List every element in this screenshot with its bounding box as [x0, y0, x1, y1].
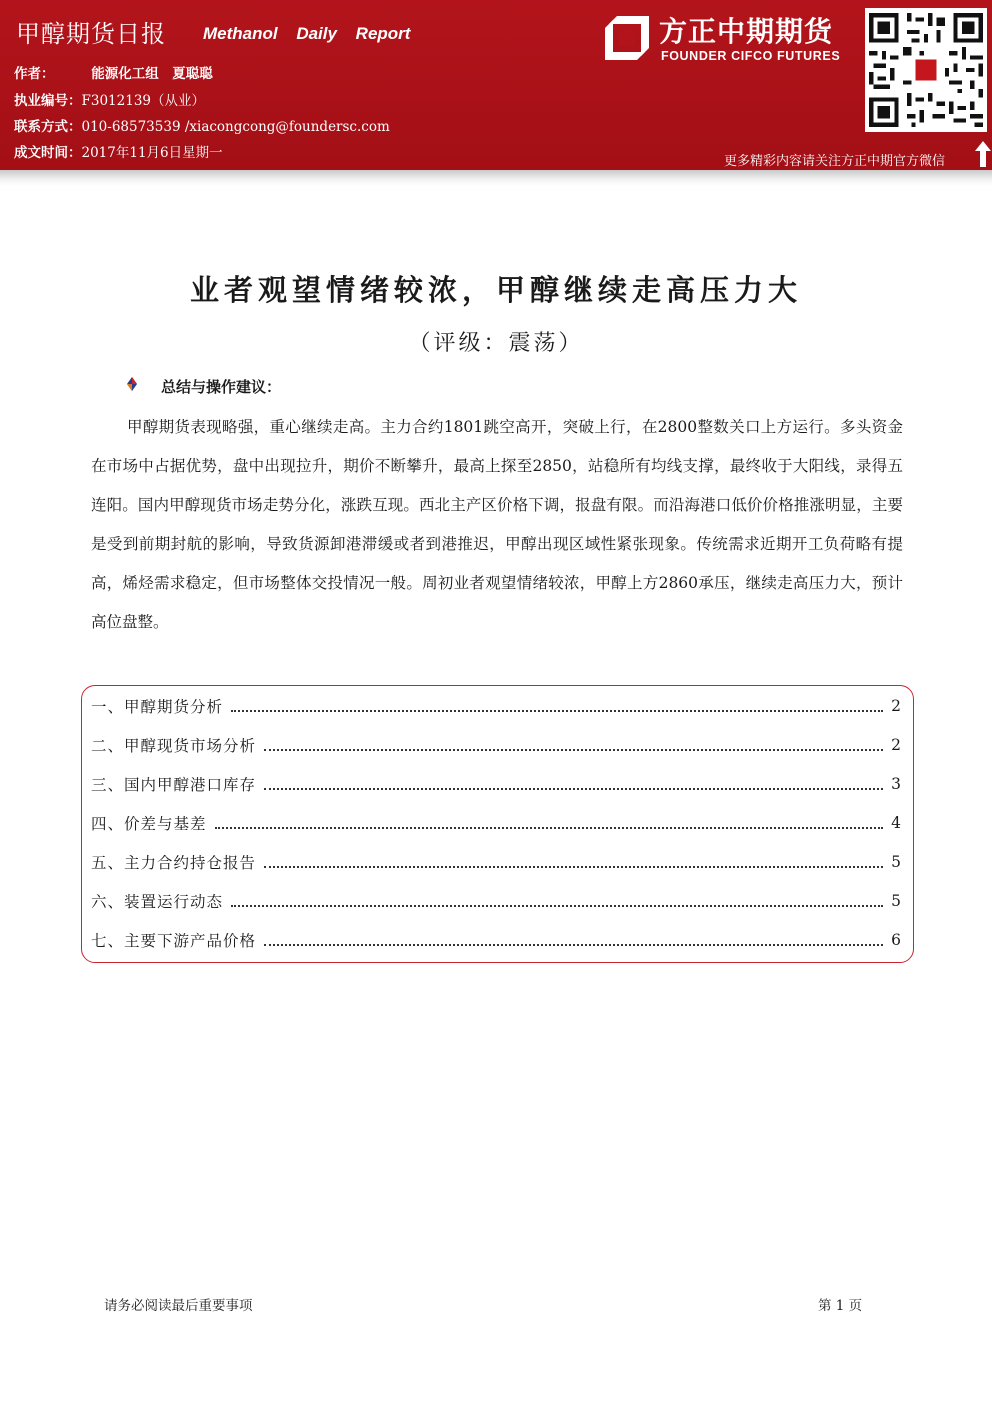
license-line: [14, 89, 205, 109]
toc-item[interactable]: [91, 850, 901, 874]
date-label: 成文时间：: [14, 145, 82, 161]
toc-item-page: 5: [891, 853, 901, 871]
toc-leader-dots: [264, 866, 883, 868]
document-title: 业者观望情绪较浓，甲醇继续走高压力大: [189, 273, 802, 307]
toc-leader-dots: [264, 944, 883, 946]
toc-item-label: 六、装置运行动态: [91, 893, 224, 911]
toc-item-label: 四、价差与基差: [91, 815, 207, 833]
follow-wechat-text: 更多精彩内容请关注方正中期官方微信: [724, 154, 946, 169]
toc-leader-dots: [231, 710, 883, 712]
qr-code-icon: [865, 8, 987, 132]
contact-line: [14, 115, 390, 135]
toc-leader-dots: [264, 788, 883, 790]
toc-item-page: 2: [891, 736, 901, 754]
contact-label: 联系方式：: [14, 119, 82, 135]
author-value: 能源化工组 夏聪聪: [91, 66, 213, 82]
toc-leader-dots: [231, 905, 883, 907]
diamond-bullet-icon: [124, 376, 140, 392]
date-value: 2017年11月6日星期一: [81, 145, 223, 161]
footer-notice: 请务必阅读最后重要事项: [104, 1298, 253, 1314]
toc-leader-dots: [264, 749, 883, 751]
toc-item[interactable]: [91, 928, 901, 952]
section-heading: 总结与操作建议：: [161, 378, 282, 396]
table-of-contents: [81, 685, 914, 963]
toc-item-page: 5: [891, 892, 901, 910]
toc-item-page: 3: [891, 775, 901, 793]
toc-item[interactable]: [91, 889, 901, 913]
contact-value: 010-68573539 /xiacongcong@foundersc.com: [81, 119, 390, 135]
toc-leader-dots: [215, 827, 884, 829]
report-title: 甲醇期货日报: [16, 20, 166, 48]
toc-item-label: 五、主力合约持仓报告: [91, 854, 257, 872]
toc-item-page: 4: [891, 814, 901, 832]
toc-item-page: 2: [891, 697, 901, 715]
report-header: [0, 0, 992, 170]
page-number: 第 1 页: [818, 1298, 863, 1314]
date-line: [14, 141, 223, 161]
toc-item[interactable]: [91, 733, 901, 757]
toc-item-label: 一、甲醇期货分析: [91, 698, 224, 716]
toc-item-page: 6: [891, 931, 901, 949]
toc-item-label: 二、甲醇现货市场分析: [91, 737, 257, 755]
summary-paragraph: 甲醇期货表现略强，重心继续走高。主力合约1801跳空高开，突破上行，在2800整数关口上方运行。多头资金在市场中占据优势，盘中出现拉升，期价不断攀升，最高上探至2850，站稳所有均线支撑，最终收于大阳线，录得五连阳。国内甲醇现货市场走势分化，涨跌互现。西北主产区价格下调，报盘有限。而沿海港口低价价格推涨明显，主要是受到前期封航的影响，导致货源卸港滞缓或者到港推迟，甲醇出现区域性紧张现象。传统需求近期开工负荷略有提高，烯烃需求稳定，但市场整体交投情况一般。周初业者观望情绪较浓，甲醇上方2860承压，继续走高压力大，预计高位盘整。: [91, 418, 903, 631]
toc-item[interactable]: [91, 772, 901, 796]
toc-item[interactable]: [91, 811, 901, 835]
author-label: 作者：: [14, 66, 55, 82]
company-logo-text: 方正中期期货: [659, 15, 834, 48]
founder-logo-icon: [603, 14, 651, 62]
license-value: F3012139（从业）: [81, 93, 205, 109]
company-logo-en: FOUNDER CIFCO FUTURES: [661, 49, 841, 63]
license-label: 执业编号：: [14, 93, 82, 109]
rating-label: （评级：震荡）: [408, 331, 584, 356]
report-title-en: Methanol Daily Report: [203, 24, 411, 43]
toc-item-label: 七、主要下游产品价格: [91, 932, 257, 950]
toc-item[interactable]: [91, 694, 901, 718]
author-line: [14, 62, 213, 82]
arrow-up-icon: [974, 140, 992, 168]
toc-item-label: 三、国内甲醇港口库存: [91, 776, 257, 794]
header-shadow: [0, 170, 992, 186]
